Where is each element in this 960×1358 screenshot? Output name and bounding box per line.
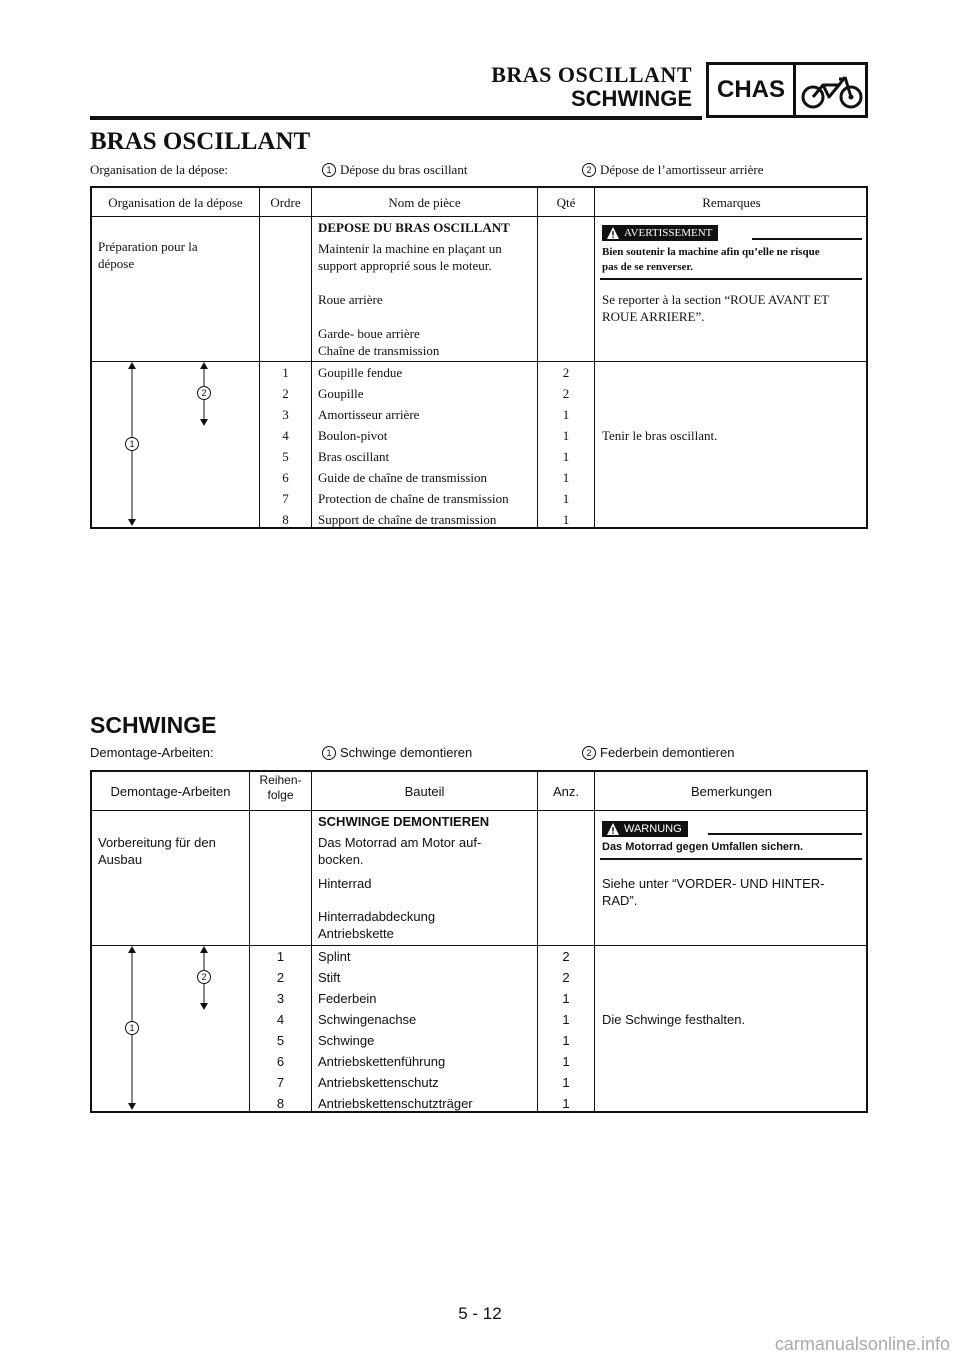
col-header: Ordre xyxy=(270,195,301,210)
col-header: Organisation de la dépose xyxy=(108,195,243,210)
row-order: 6 xyxy=(276,1054,285,1069)
row-part: Antriebskettenschutzträger xyxy=(318,1096,473,1111)
org-step1-fr xyxy=(322,162,467,178)
procedure-marker-1: 1 xyxy=(125,1021,139,1035)
section-title-de: SCHWINGE xyxy=(90,712,217,738)
prep-title: DEPOSE DU BRAS OSCILLANT xyxy=(318,220,510,235)
row-order: 7 xyxy=(276,1075,285,1090)
row-qty: 1 xyxy=(562,407,570,422)
row-part: Schwinge xyxy=(318,1033,375,1048)
warning-text: pas de se renverser. xyxy=(602,261,694,273)
row-qty: 2 xyxy=(562,386,570,401)
col-header: Bemerkungen xyxy=(691,784,772,799)
row-part: Antriebskettenschutz xyxy=(318,1075,439,1090)
header-rule xyxy=(90,116,702,120)
row-order: 1 xyxy=(276,949,285,964)
org-step1-text: Dépose du bras oscillant xyxy=(340,162,468,177)
col-header: Nom de pièce xyxy=(388,195,461,210)
warning-tag-label: AVERTISSEMENT xyxy=(624,227,713,239)
prep-item: Garde- boue arrière xyxy=(318,326,420,341)
prep-item: Maintenir la machine en plaçant un xyxy=(318,241,502,256)
prep-item: Roue arrière xyxy=(318,292,383,307)
org-step2-text: Dépose de l’amortisseur arrière xyxy=(600,162,764,177)
warning-icon xyxy=(606,226,620,240)
row-order: 3 xyxy=(276,991,285,1006)
header-title-fr: BRAS OSCILLANT xyxy=(491,62,692,87)
org-label-fr: Organisation de la dépose: xyxy=(90,162,229,177)
row-order: 7 xyxy=(282,491,289,506)
warning-text: Das Motorrad gegen Umfallen sichern. xyxy=(602,841,804,853)
row-qty: 1 xyxy=(562,491,570,506)
row-part: Amortisseur arrière xyxy=(318,407,420,422)
row-order: 1 xyxy=(282,365,289,380)
row-order: 2 xyxy=(276,970,285,985)
step-marker: 2 xyxy=(582,746,596,760)
row-part: Bras oscillant xyxy=(318,449,390,464)
row-qty: 2 xyxy=(562,949,570,964)
row-order: 8 xyxy=(282,512,289,527)
warning-badge xyxy=(602,821,688,837)
row-qty: 1 xyxy=(562,428,570,443)
row-qty: 2 xyxy=(562,970,570,985)
row-part: Protection de chaîne de transmission xyxy=(318,491,509,506)
row-order: 8 xyxy=(276,1096,285,1111)
prep-title: SCHWINGE DEMONTIEREN xyxy=(318,814,490,829)
page-number: 5 - 12 xyxy=(458,1304,502,1323)
row-part: Guide de chaîne de transmission xyxy=(318,470,487,485)
remark: Die Schwinge festhalten. xyxy=(602,1012,746,1027)
col-header: Bauteil xyxy=(404,784,445,799)
row-part: Goupille fendue xyxy=(318,365,403,380)
row-part: Support de chaîne de transmission xyxy=(318,512,497,527)
procedure-marker-2: 2 xyxy=(197,386,211,400)
row-order: 4 xyxy=(282,428,289,443)
remark: Siehe unter “VORDER- UND HINTER- xyxy=(602,876,825,891)
col-header: Reihen- xyxy=(259,773,302,787)
row-qty: 1 xyxy=(562,1012,570,1027)
org-step2-fr xyxy=(582,162,764,178)
row-part: Stift xyxy=(318,970,341,985)
row-qty: 1 xyxy=(562,1096,570,1111)
col-header: folge xyxy=(267,788,294,802)
removal-table-fr xyxy=(90,186,868,529)
warning-text: Bien soutenir la machine afin qu’elle ne risque xyxy=(602,246,820,258)
chapter-badge xyxy=(706,62,868,118)
org-step1-de xyxy=(322,745,472,760)
row-order: 4 xyxy=(276,1012,285,1027)
remark: ROUE ARRIERE”. xyxy=(602,309,705,324)
col-header: Qté xyxy=(556,195,576,210)
prep-item: Hinterrad xyxy=(318,876,372,891)
warning-rule xyxy=(600,278,862,280)
org-step2-de xyxy=(582,745,734,760)
row-qty: 1 xyxy=(562,1033,570,1048)
row-order: 2 xyxy=(282,386,289,401)
step-marker: 1 xyxy=(322,163,336,177)
prep-label: Préparation pour la xyxy=(98,239,198,254)
row-qty: 1 xyxy=(562,991,570,1006)
row-part: Boulon-pivot xyxy=(318,428,388,443)
row-qty: 1 xyxy=(562,512,570,527)
warning-rule xyxy=(708,833,862,835)
procedure-marker-1: 1 xyxy=(125,437,139,451)
procedure-marker-2: 2 xyxy=(197,970,211,984)
row-order: 3 xyxy=(282,407,289,422)
org-label-de: Demontage-Arbeiten: xyxy=(90,745,214,760)
prep-item: Chaîne de transmission xyxy=(318,343,440,358)
prep-item: Hinterradabdeckung xyxy=(318,909,436,924)
header-title-de: SCHWINGE xyxy=(571,86,692,111)
remark: Tenir le bras oscillant. xyxy=(602,428,718,443)
removal-table-de xyxy=(90,770,868,1113)
watermark: carmanualsonline.info xyxy=(774,1334,950,1354)
prep-item: Das Motorrad am Motor auf- xyxy=(318,835,482,850)
prep-label: dépose xyxy=(98,256,135,271)
prep-label: Ausbau xyxy=(98,852,143,867)
prep-item: Antriebskette xyxy=(318,926,394,941)
motorcycle-icon xyxy=(799,69,865,113)
warning-badge xyxy=(602,225,718,241)
warning-rule xyxy=(600,858,862,860)
row-order: 6 xyxy=(282,470,289,485)
warning-rule xyxy=(752,238,862,240)
row-qty: 1 xyxy=(562,470,570,485)
row-qty: 1 xyxy=(562,449,570,464)
remark: Se reporter à la section “ROUE AVANT ET xyxy=(602,292,830,307)
remark: RAD”. xyxy=(602,893,638,908)
prep-item: bocken. xyxy=(318,852,364,867)
procedure-arrows xyxy=(92,361,259,529)
row-part: Splint xyxy=(318,949,351,964)
col-header: Anz. xyxy=(552,784,579,799)
row-qty: 1 xyxy=(562,1075,570,1090)
col-header: Remarques xyxy=(702,195,761,210)
prep-item: support approprié sous le moteur. xyxy=(318,258,492,273)
org-step1-text: Schwinge demontieren xyxy=(340,745,473,760)
warning-tag-label: WARNUNG xyxy=(624,823,682,835)
row-order: 5 xyxy=(282,449,289,464)
step-marker: 2 xyxy=(582,163,596,177)
row-part: Schwingenachse xyxy=(318,1012,417,1027)
step-marker: 1 xyxy=(322,746,336,760)
section-title-fr: BRAS OSCILLANT xyxy=(90,128,311,155)
procedure-arrows xyxy=(92,945,249,1113)
col-header: Demontage-Arbeiten xyxy=(110,784,231,799)
row-qty: 1 xyxy=(562,1054,570,1069)
row-part: Goupille xyxy=(318,386,364,401)
chapter-badge-label: CHAS xyxy=(709,65,796,115)
row-part: Antriebskettenführung xyxy=(318,1054,446,1069)
warning-icon xyxy=(606,822,620,836)
row-qty: 2 xyxy=(562,365,570,380)
prep-label: Vorbereitung für den xyxy=(98,835,216,850)
row-part: Federbein xyxy=(318,991,377,1006)
org-step2-text: Federbein demontieren xyxy=(600,745,735,760)
row-order: 5 xyxy=(276,1033,285,1048)
